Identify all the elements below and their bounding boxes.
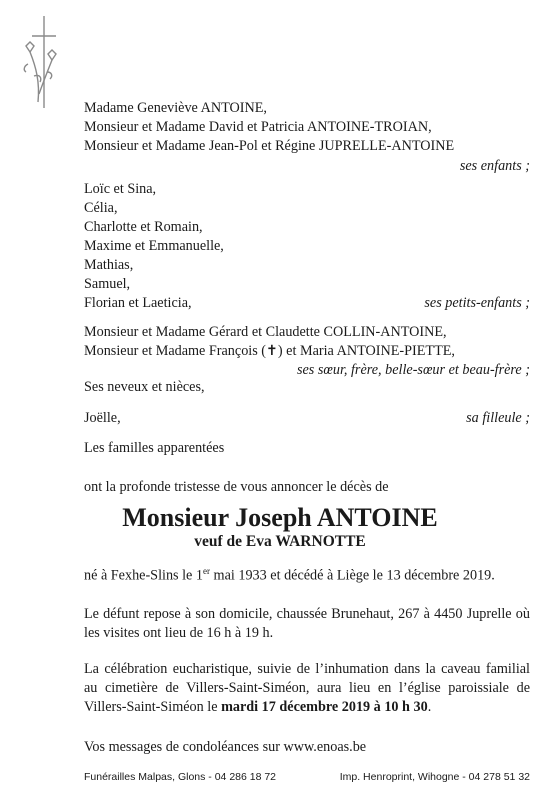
- family-line: Joëlle,: [84, 410, 121, 426]
- footer-funeral-home: Funérailles Malpas, Glons - 04 286 18 72: [84, 771, 277, 783]
- role-label: ses sœur, frère, belle-sœur et beau-frère ;: [296, 362, 530, 378]
- ceremony-text: La célébration eucharistique, suivie de l’inhumation dans la caveau familial au cimetière de Villers-Saint-Siméon, aura lieu en l’église paroissiale de Villers-Saint-Siméon le: [84, 661, 530, 715]
- deceased-name: Monsieur Joseph ANTOINE: [122, 503, 438, 532]
- family-line: Madame Geneviève ANTOINE,: [84, 100, 267, 116]
- family-line: Monsieur et Madame François (✝) et Maria ANTOINE-PIETTE,: [84, 343, 455, 359]
- role-label: sa filleule ;: [466, 410, 530, 426]
- family-line: Samuel,: [84, 276, 131, 292]
- family-line: Célia,: [84, 200, 118, 216]
- ceremony-date: mardi 17 décembre 2019 à 10 h 30: [221, 699, 428, 715]
- family-line: Florian et Laeticia,: [84, 295, 192, 311]
- family-line: Monsieur et Madame Gérard et Claudette COLLIN-ANTOINE,: [84, 324, 447, 340]
- condolences-text: Vos messages de condoléances sur www.enoas.be: [84, 739, 367, 755]
- family-line: Ses neveux et nièces,: [84, 379, 205, 395]
- footer-printer: Imp. Henroprint, Wihogne - 04 278 51 32: [339, 771, 530, 783]
- family-line: Monsieur et Madame David et Patricia ANTOINE-TROIAN,: [84, 119, 432, 135]
- family-line: Les familles apparentées: [84, 440, 225, 456]
- family-line: Mathias,: [84, 257, 134, 273]
- birth-death-line: [84, 566, 495, 585]
- family-line: Loïc et Sina,: [84, 181, 157, 197]
- ceremony-paragraph: [84, 660, 530, 717]
- family-line: Charlotte et Romain,: [84, 219, 203, 235]
- announcement-text: ont la profonde tristesse de vous annoncer le décès de: [84, 479, 389, 495]
- ceremony-end: .: [427, 699, 432, 715]
- role-label: ses petits-enfants ;: [424, 295, 530, 311]
- family-line: Maxime et Emmanuelle,: [84, 238, 224, 254]
- family-line: Monsieur et Madame Jean-Pol et Régine JUPRELLE-ANTOINE: [84, 138, 455, 154]
- deceased-spouse: veuf de Eva WARNOTTE: [194, 533, 366, 550]
- death-text: mai 1933 et décédé à Liège le 13 décembre 2019.: [210, 567, 495, 584]
- role-label: ses enfants ;: [459, 158, 530, 174]
- ordinal-suffix: er: [203, 566, 210, 576]
- birth-text: né à Fexhe-Slins le 1: [84, 567, 203, 584]
- cross-with-flower-icon: [18, 12, 60, 112]
- repose-paragraph: Le défunt repose à son domicile, chaussée Brunehaut, 267 à 4450 Juprelle où les visites ont lieu de 16 h à 19 h.: [84, 606, 530, 641]
